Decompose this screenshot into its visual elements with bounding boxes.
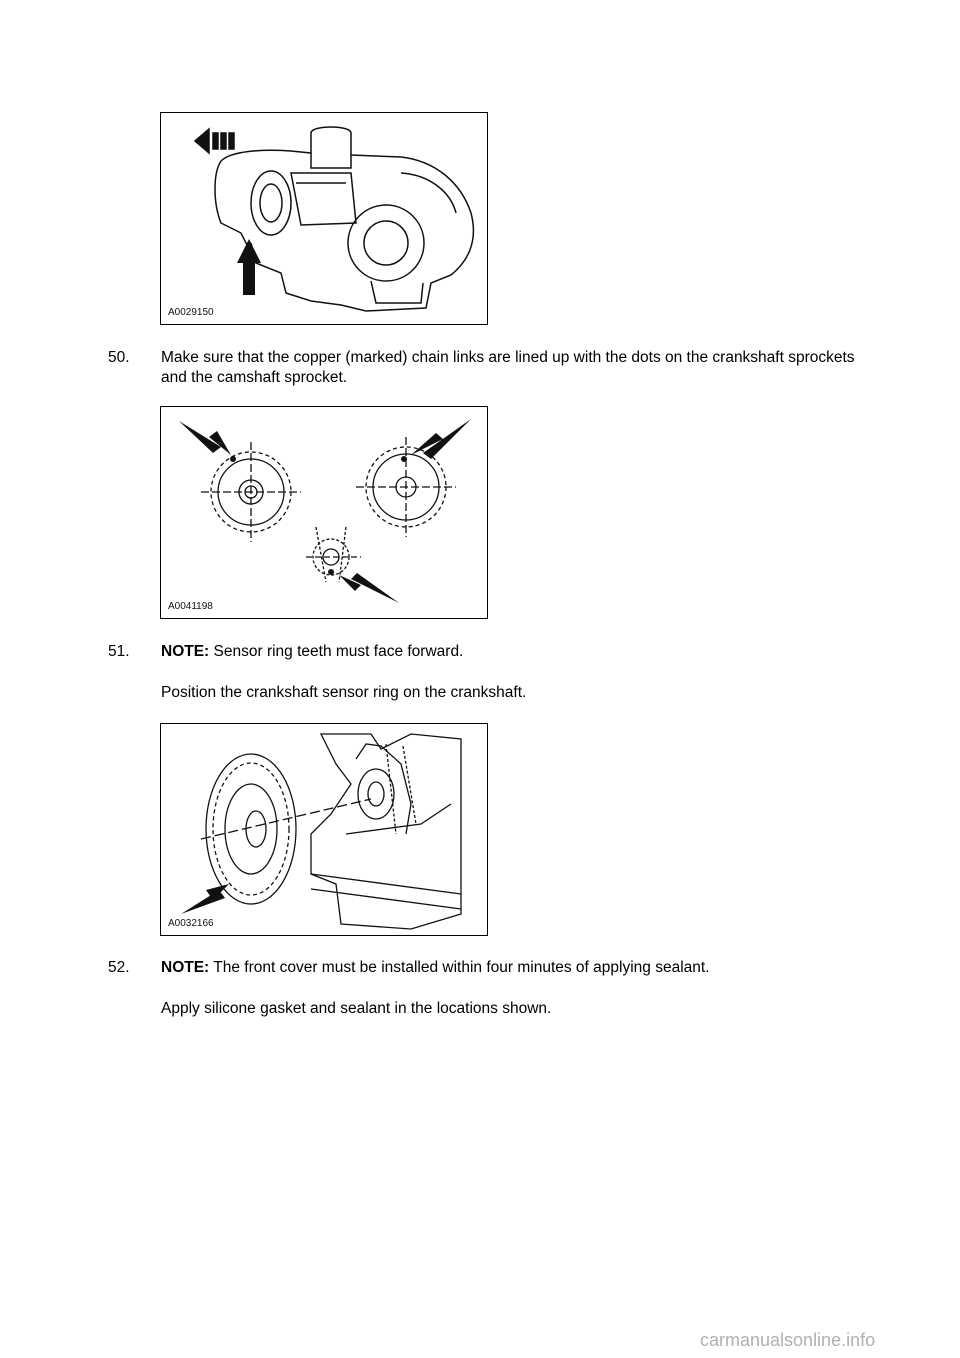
step-text: Make sure that the copper (marked) chain links are lined up with the dots on the crankshaft sprockets and the camshaft sprocket.: [161, 349, 855, 386]
chain-tensioner-illustration: [161, 113, 487, 324]
watermark[interactable]: carmanualsonline.info: [700, 1330, 876, 1350]
sensor-ring-illustration: [161, 724, 487, 935]
note-text: The front cover must be installed within four minutes of applying sealant.: [209, 959, 710, 976]
note-label: NOTE:: [161, 959, 210, 976]
figure-chain-tensioner: [160, 112, 488, 325]
step-number: 52.: [108, 959, 130, 976]
step-text: Position the crankshaft sensor ring on the crankshaft.: [161, 684, 527, 701]
step-note: [161, 642, 868, 662]
figure-sprocket-alignment: [160, 406, 488, 619]
figure-code: A0041198: [168, 601, 213, 612]
figure-sensor-ring: [160, 723, 488, 936]
step-50: [108, 348, 868, 409]
step-number: 50.: [108, 349, 130, 366]
note-text: Sensor ring teeth must face forward.: [209, 643, 464, 660]
figure-code: A0032166: [168, 918, 214, 929]
sprocket-alignment-illustration: [161, 407, 487, 618]
figure-code: A0029150: [168, 307, 214, 318]
step-number: 51.: [108, 643, 130, 660]
step-52: [108, 958, 868, 1040]
note-label: NOTE:: [161, 643, 210, 660]
step-note: [161, 958, 868, 978]
step-51: [108, 642, 868, 724]
step-text: Apply silicone gasket and sealant in the locations shown.: [161, 1000, 552, 1017]
